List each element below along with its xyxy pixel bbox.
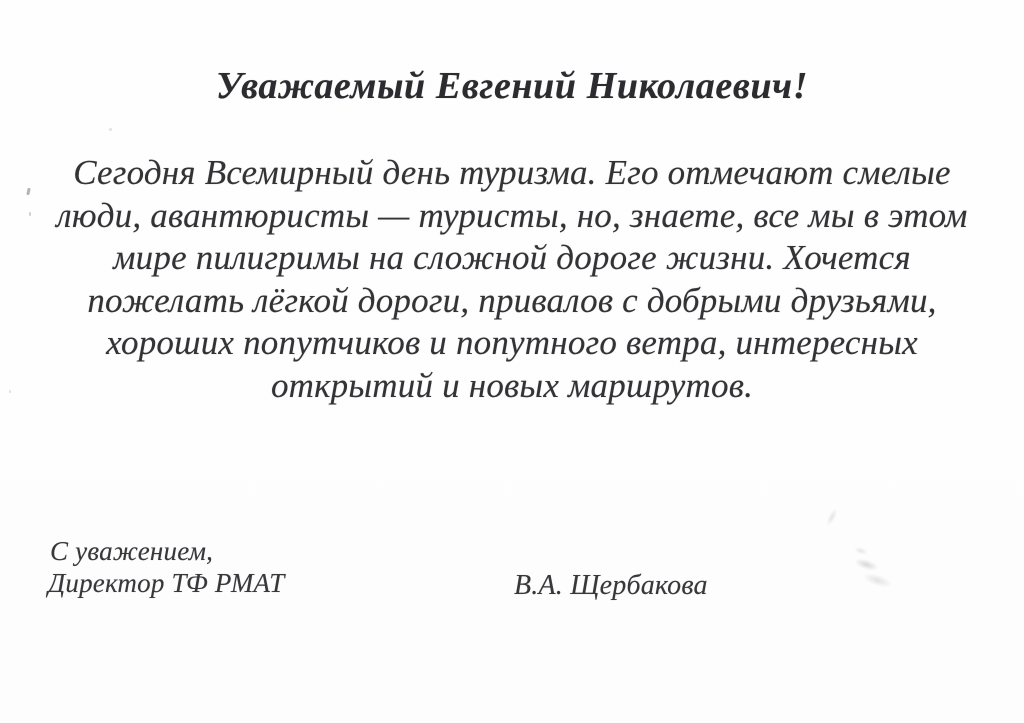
body-line: Сегодня Всемирный день туризма. Его отмечают смелые [73, 153, 951, 192]
body-line: мире пилигримы на сложной дороге жизни. Хочется [113, 238, 911, 277]
body-line: пожелать лёгкой дороги, привалов с добрыми друзьями, [87, 280, 937, 320]
letter-salutation: Уважаемый Евгений Николаевич! [215, 65, 809, 107]
scan-artifact-smudge [839, 544, 912, 607]
scan-artifact-speckle [26, 188, 30, 195]
body-line: хороших попутчиков и попутного ветра, интересных [106, 323, 918, 362]
signature-role: Директор ТФ РМАТ [48, 568, 285, 598]
body-line: открытий и новых маршрутов. [270, 365, 754, 405]
scan-artifact-smudge [815, 497, 849, 536]
scan-artifact-speckle [109, 128, 112, 131]
scan-artifact-speckle [9, 390, 11, 393]
signature-closing: С уважением, [50, 536, 214, 566]
scan-artifact-speckle [29, 212, 31, 216]
body-line: люди, авантюристы — туристы, но, знаете, все мы в этом [56, 195, 968, 235]
signature-name: В.А. Щербакова [514, 570, 708, 601]
letter-body [42, 152, 982, 407]
